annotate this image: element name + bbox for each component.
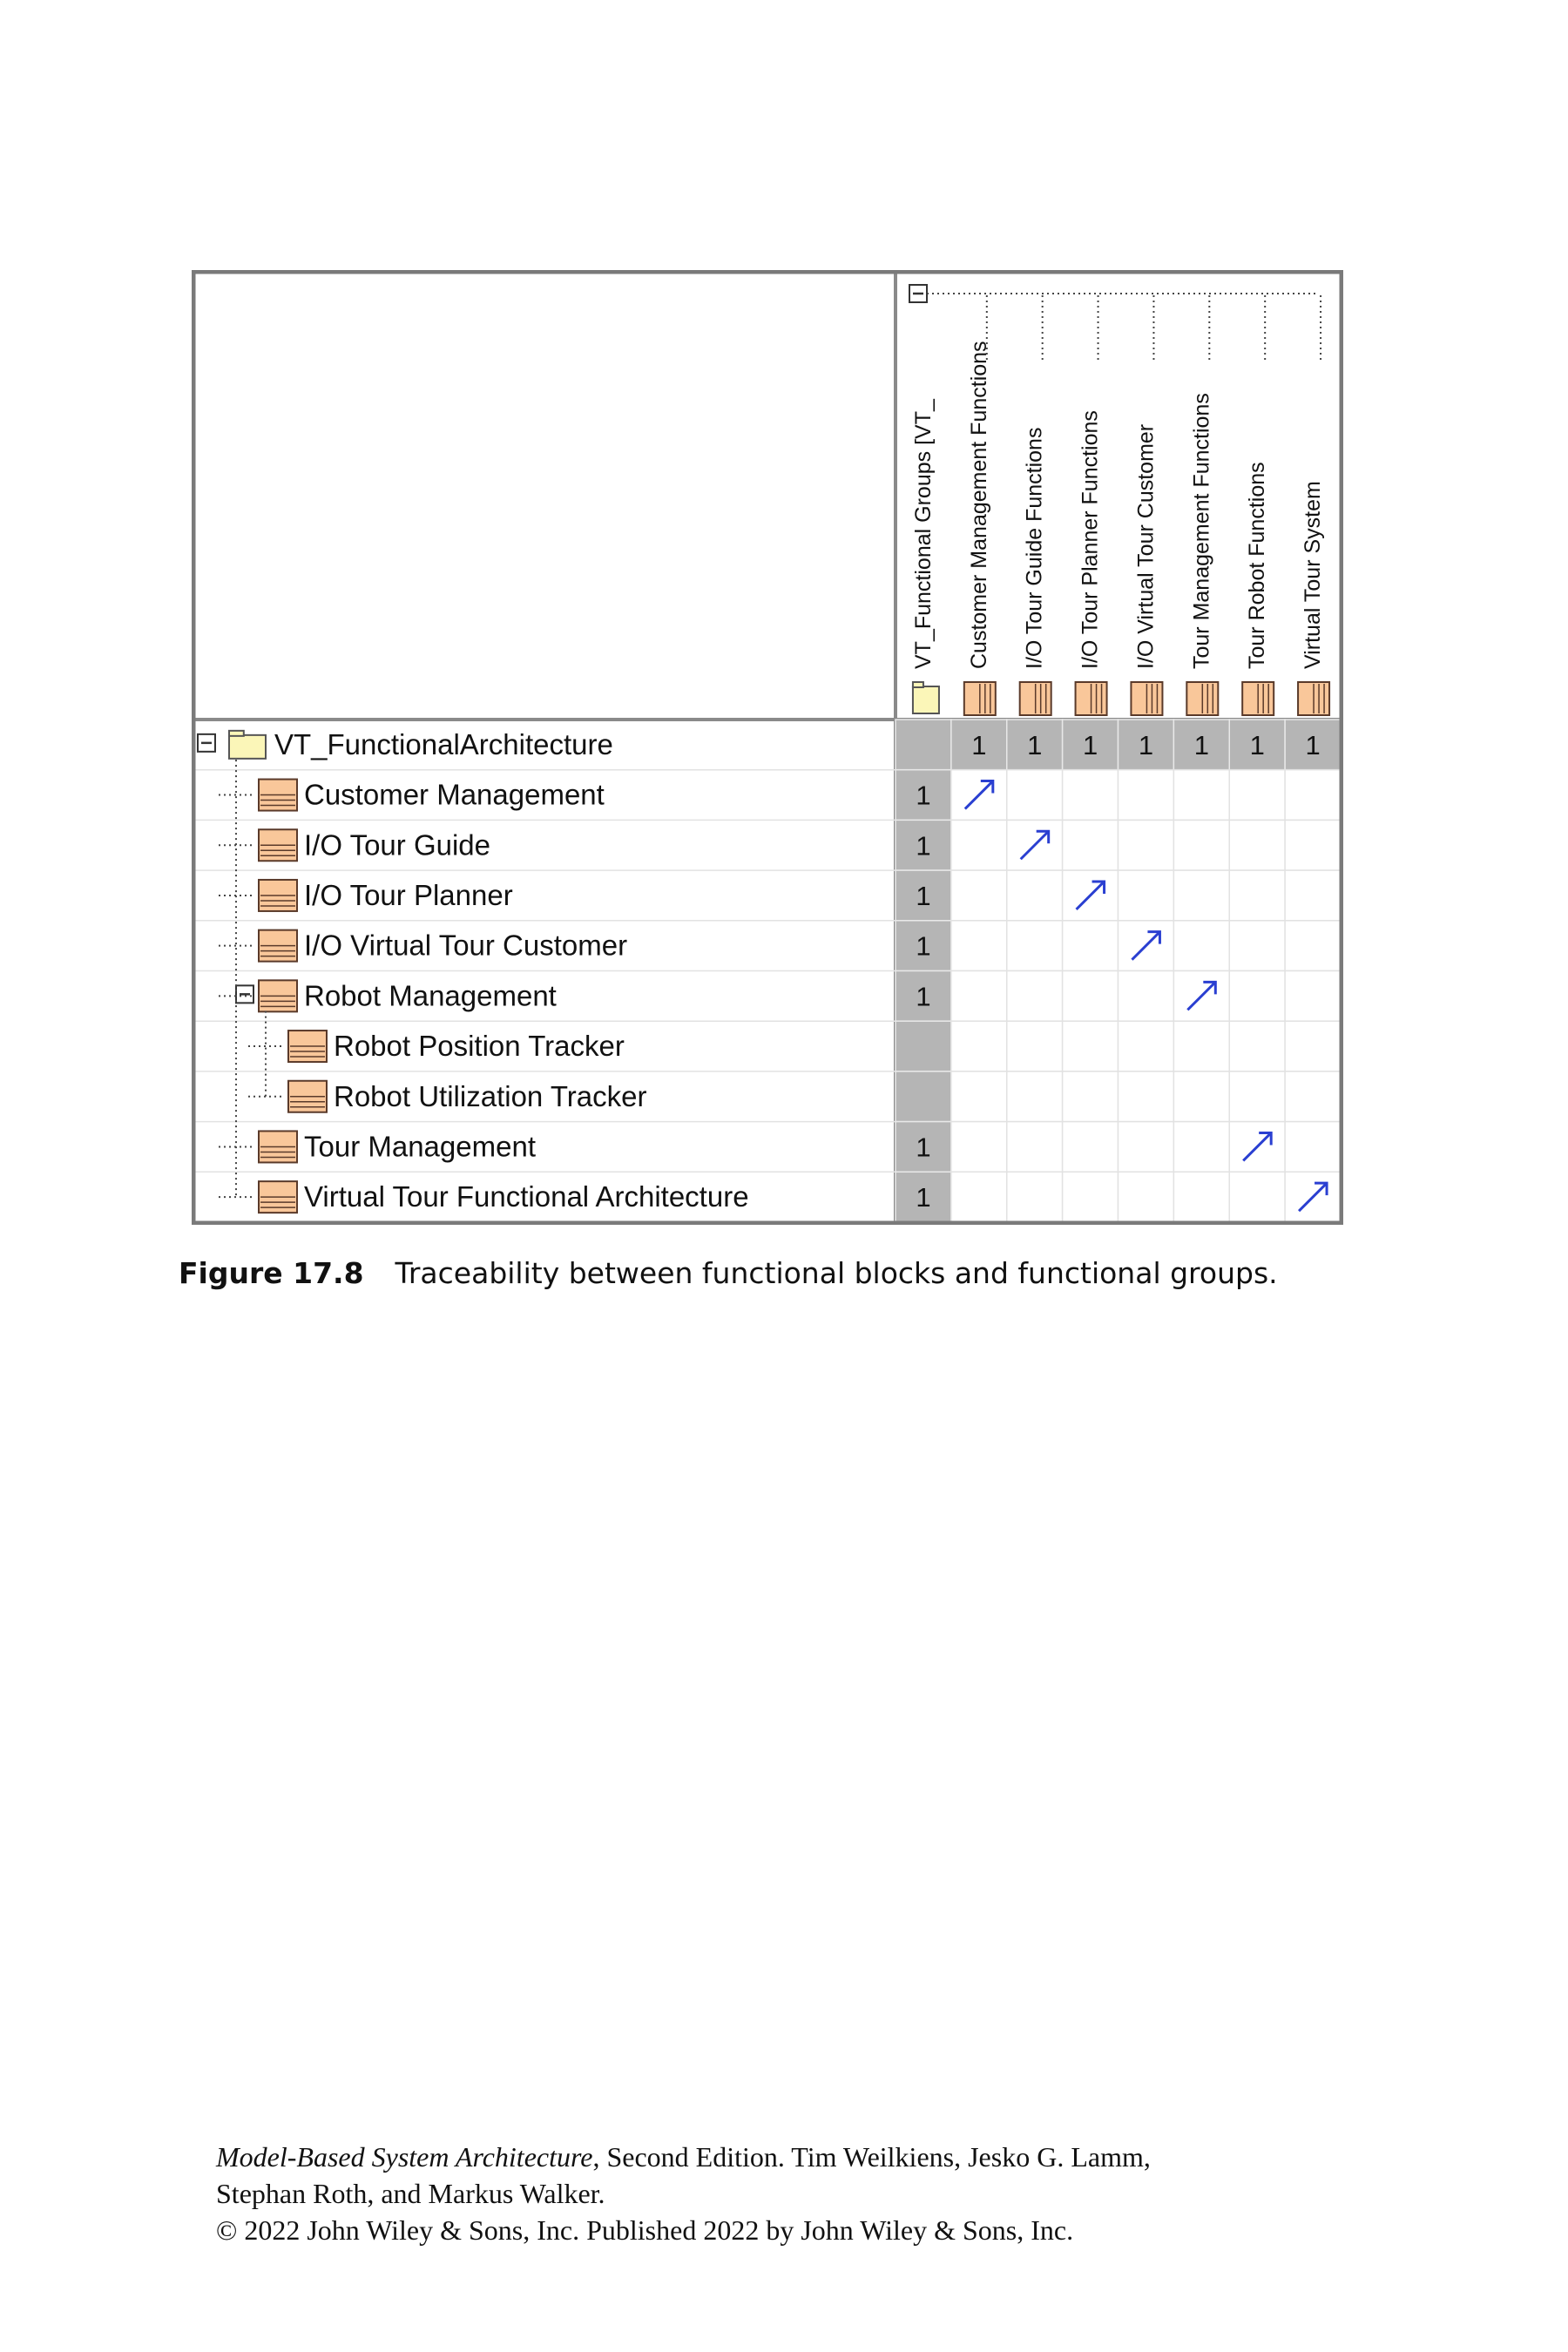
column-header-8: Virtual Tour System xyxy=(1301,481,1326,669)
column-header-7: Tour Robot Functions xyxy=(1245,462,1270,669)
cell-count: 1 xyxy=(916,830,931,862)
footer-line-1 xyxy=(216,2139,1151,2175)
matrix-cell xyxy=(1007,770,1063,821)
column-header-2: Customer Management Functions xyxy=(966,341,991,669)
matrix-cell xyxy=(1119,1071,1174,1122)
row-block-icon xyxy=(259,880,297,911)
column-header-6: Tour Management Functions xyxy=(1189,393,1214,669)
matrix-cell xyxy=(1173,1071,1229,1122)
row-block-icon xyxy=(259,829,297,861)
matrix-cell xyxy=(1285,1122,1341,1173)
column-package-icon-body xyxy=(913,686,939,713)
cell-count: 1 xyxy=(916,1132,931,1163)
matrix-cell xyxy=(1063,921,1119,971)
column-package-icon-tab xyxy=(913,682,923,687)
column-header-3: I/O Tour Guide Functions xyxy=(1022,427,1047,669)
matrix-cell xyxy=(1285,870,1341,921)
row-block-icon xyxy=(288,1081,327,1112)
row-header-6: Robot Management xyxy=(304,979,557,1012)
matrix-cell xyxy=(1063,770,1119,821)
row-header-4: I/O Tour Planner xyxy=(304,878,513,911)
figure-caption-text: Traceability between functional blocks and functional groups. xyxy=(395,1256,1278,1290)
matrix-cell xyxy=(1007,870,1063,921)
figure-caption xyxy=(179,1256,1278,1290)
row-header-8: Robot Utilization Tracker xyxy=(334,1079,647,1112)
matrix-cell xyxy=(1007,1172,1063,1222)
matrix-cell xyxy=(1063,971,1119,1022)
cell-count: 1 xyxy=(916,930,931,962)
cell-count: 1 xyxy=(1027,729,1043,760)
row-header-10: Virtual Tour Functional Architecture xyxy=(304,1180,749,1213)
matrix-cell xyxy=(1229,1172,1285,1222)
column-header-5: I/O Virtual Tour Customer xyxy=(1133,423,1159,669)
matrix-cell xyxy=(1173,1172,1229,1222)
footer-line-3: © 2022 John Wiley & Sons, Inc. Published 2022 by John Wiley & Sons, Inc. xyxy=(216,2214,1074,2246)
matrix-cell xyxy=(1119,1021,1174,1071)
matrix-cell xyxy=(1229,770,1285,821)
matrix-cell xyxy=(1285,1021,1341,1071)
matrix-cell xyxy=(1173,770,1229,821)
column-header-4: I/O Tour Planner Functions xyxy=(1078,410,1103,669)
column-block-icon xyxy=(1076,682,1107,715)
matrix-cell xyxy=(1007,921,1063,971)
row-header-1: VT_FunctionalArchitecture xyxy=(274,727,613,760)
matrix-cell xyxy=(1063,1172,1119,1222)
matrix-cell xyxy=(951,1172,1007,1222)
matrix-cell xyxy=(1007,971,1063,1022)
row-block-icon xyxy=(259,1131,297,1162)
matrix-cell xyxy=(1119,1172,1174,1222)
matrix-cell xyxy=(1119,1122,1174,1173)
matrix-cell xyxy=(1173,1021,1229,1071)
matrix-cell xyxy=(1173,1122,1229,1173)
matrix-cell xyxy=(1119,820,1174,870)
matrix-cell xyxy=(1229,870,1285,921)
matrix-cell xyxy=(1007,1021,1063,1071)
cell-count: 1 xyxy=(971,729,987,760)
column-header-1: VT_Functional Groups [VT_ xyxy=(910,399,936,669)
row-header-7: Robot Position Tracker xyxy=(334,1030,625,1063)
cell-count: 1 xyxy=(1138,729,1154,760)
row-header-3: I/O Tour Guide xyxy=(304,828,491,862)
matrix-cell xyxy=(1285,971,1341,1022)
matrix-cell xyxy=(1285,1071,1341,1122)
cell-count: 1 xyxy=(1249,729,1265,760)
matrix-cell xyxy=(1063,820,1119,870)
row-block-icon xyxy=(259,930,297,962)
column-block-icon xyxy=(1298,682,1329,715)
matrix-cell xyxy=(1229,1071,1285,1122)
matrix-cell xyxy=(951,820,1007,870)
matrix-cell xyxy=(1063,1071,1119,1122)
matrix-cell xyxy=(1173,870,1229,921)
matrix-cell xyxy=(951,1071,1007,1122)
matrix-cell xyxy=(951,971,1007,1022)
row-block-icon xyxy=(259,780,297,811)
matrix-cell xyxy=(1229,971,1285,1022)
row-block-icon xyxy=(259,1181,297,1213)
row-header-5: I/O Virtual Tour Customer xyxy=(304,929,628,962)
footer-line-1-rest: , Second Edition. Tim Weilkiens, Jesko G. Lamm, xyxy=(592,2141,1151,2173)
matrix-cell xyxy=(1119,971,1174,1022)
matrix-cell xyxy=(1285,820,1341,870)
matrix-cell xyxy=(1229,1021,1285,1071)
book-title: Model-Based System Architecture xyxy=(216,2141,593,2173)
summary-cell xyxy=(896,1021,951,1071)
matrix-cell xyxy=(1007,1122,1063,1173)
cell-count: 1 xyxy=(1082,729,1098,760)
figure-label: Figure 17.8 xyxy=(179,1256,364,1290)
row-collapse-icon xyxy=(198,734,215,752)
matrix-cell xyxy=(1119,770,1174,821)
matrix-cell xyxy=(951,870,1007,921)
row-collapse-icon xyxy=(236,985,253,1003)
cell-count: 1 xyxy=(916,780,931,811)
column-block-icon xyxy=(964,682,996,715)
matrix-cell xyxy=(1173,921,1229,971)
copyright-footer xyxy=(216,2139,1151,2248)
matrix-cell xyxy=(951,1021,1007,1071)
matrix-cell xyxy=(1007,1071,1063,1122)
row-package-icon-tab xyxy=(229,731,244,736)
matrix-cell xyxy=(1229,820,1285,870)
dependency-matrix xyxy=(192,270,1343,1225)
matrix-cell xyxy=(1063,1122,1119,1173)
cell-count: 1 xyxy=(916,1182,931,1213)
row-package-icon-body xyxy=(229,735,266,759)
column-package-icon xyxy=(913,682,939,713)
row-block-icon xyxy=(288,1031,327,1062)
matrix-cell xyxy=(1285,921,1341,971)
column-block-icon xyxy=(1186,682,1218,715)
matrix-cell xyxy=(1285,770,1341,821)
cell-count: 1 xyxy=(916,981,931,1012)
cell-count: 1 xyxy=(916,880,931,911)
column-collapse-icon xyxy=(909,285,927,302)
footer-line-2: Stephan Roth, and Markus Walker. xyxy=(216,2178,605,2209)
row-header-2: Customer Management xyxy=(304,778,605,811)
row-header-9: Tour Management xyxy=(304,1130,536,1163)
row-block-icon xyxy=(259,980,297,1011)
cell-count: 1 xyxy=(1305,729,1321,760)
matrix-cell xyxy=(1063,1021,1119,1071)
summary-cell xyxy=(896,720,951,770)
matrix-cell xyxy=(1119,870,1174,921)
matrix-cell xyxy=(951,1122,1007,1173)
summary-cell xyxy=(896,1071,951,1122)
column-block-icon xyxy=(1242,682,1274,715)
matrix-cell xyxy=(1229,921,1285,971)
matrix-cell xyxy=(951,921,1007,971)
matrix-cell xyxy=(1173,820,1229,870)
column-block-icon xyxy=(1020,682,1051,715)
row-package-icon xyxy=(229,731,266,759)
cell-count: 1 xyxy=(1193,729,1209,760)
column-block-icon xyxy=(1131,682,1162,715)
matrix-canvas xyxy=(194,273,1341,1222)
